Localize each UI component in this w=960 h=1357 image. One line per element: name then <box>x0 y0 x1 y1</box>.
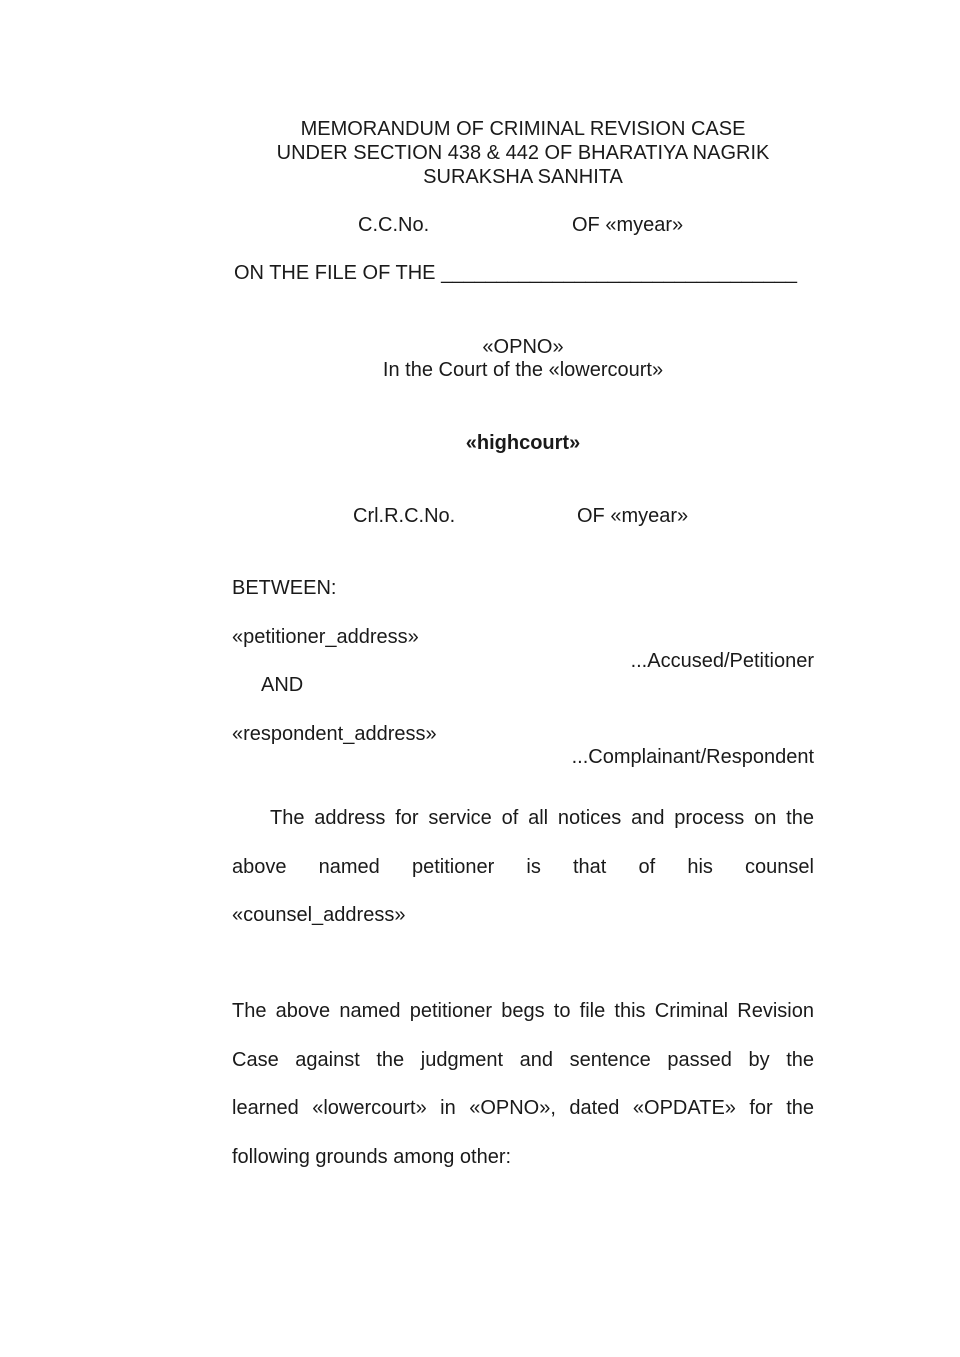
petition-line-3: learned «lowercourt» in «OPNO», dated «OPDATE» for the <box>232 1097 814 1119</box>
file-of-line: ON THE FILE OF THE ________________________________ <box>234 262 798 284</box>
cc-year: OF «myear» <box>572 214 684 236</box>
and-label: AND <box>261 674 304 696</box>
heading-line-1: MEMORANDUM OF CRIMINAL REVISION CASE <box>300 118 746 140</box>
service-paragraph <box>232 794 814 940</box>
petition-line-4: following grounds among other: <box>232 1145 512 1168</box>
crl-year: OF «myear» <box>577 505 689 527</box>
heading-line-3: SURAKSHA SANHITA <box>423 166 623 188</box>
petition-paragraph <box>232 987 814 1181</box>
service-line-1: The address for service of all notices and process on the <box>270 807 814 829</box>
petition-line-2: Case against the judgment and sentence passed by the <box>232 1048 814 1071</box>
cc-number-label: C.C.No. <box>358 214 430 236</box>
op-court: In the Court of the «lowercourt» <box>382 359 664 381</box>
crl-number-label: Crl.R.C.No. <box>353 505 456 527</box>
respondent-address: «respondent_address» <box>232 723 437 745</box>
between-label: BETWEEN: <box>232 577 337 599</box>
service-line-2: above named petitioner is that of his counsel <box>232 855 814 878</box>
respondent-role: ...Complainant/Respondent <box>571 746 814 768</box>
service-line-3: «counsel_address» <box>232 904 406 926</box>
heading-line-2: UNDER SECTION 438 & 442 OF BHARATIYA NAGRIK <box>276 142 770 164</box>
petition-line-1: The above named petitioner begs to file this Criminal Revision <box>232 1000 814 1022</box>
op-number: «OPNO» <box>482 336 564 358</box>
high-court-name: «highcourt» <box>465 432 581 454</box>
petitioner-address: «petitioner_address» <box>232 626 419 648</box>
petitioner-role: ...Accused/Petitioner <box>630 650 814 672</box>
